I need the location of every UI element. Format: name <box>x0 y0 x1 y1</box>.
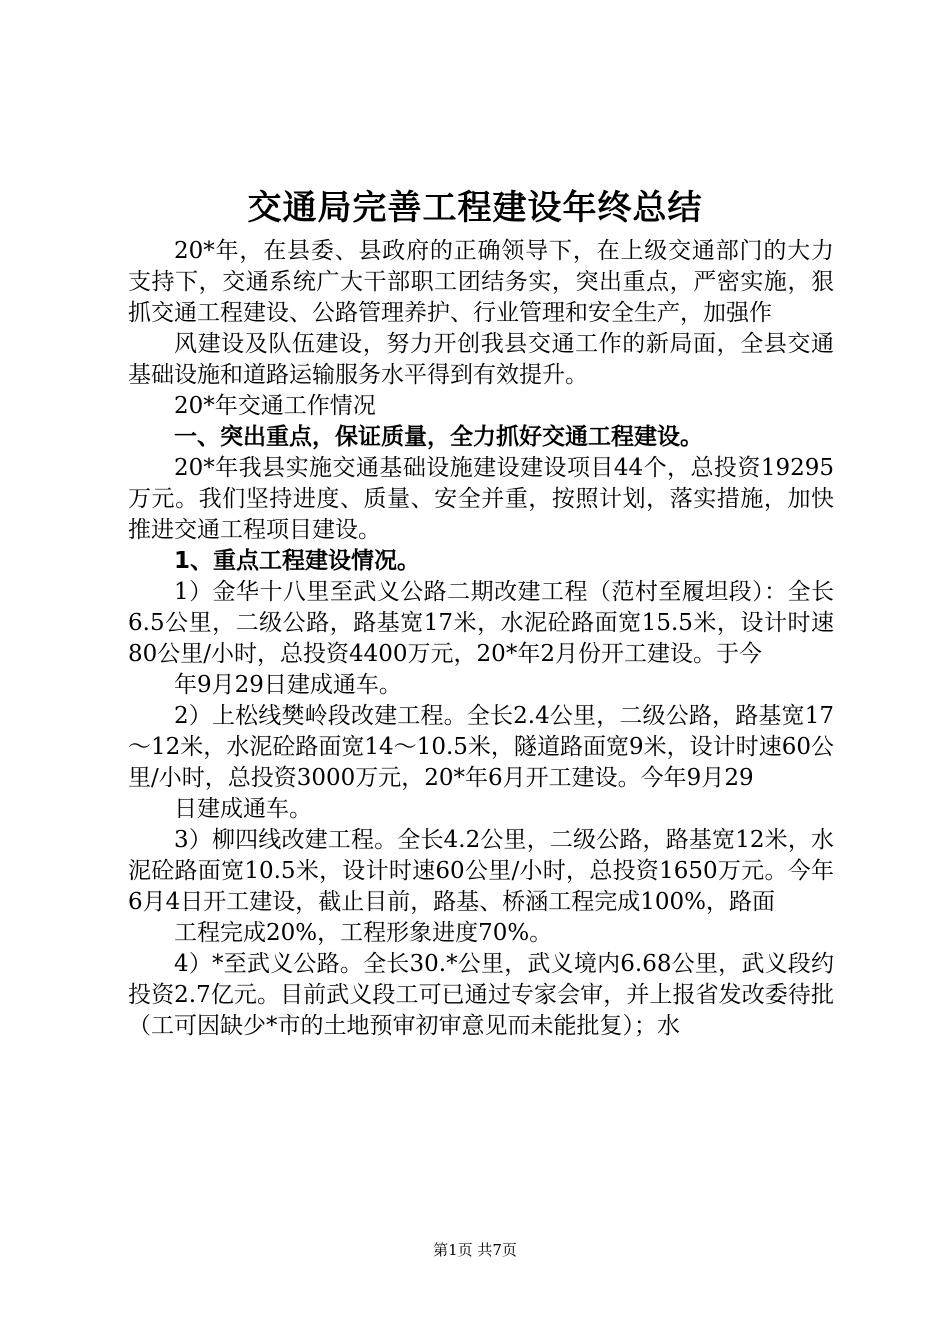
document-title: 交通局完善工程建设年终总结 <box>247 188 703 228</box>
paragraph: 风建设及队伍建设，努力开创我县交通工作的新局面，全县交通基础设施和道路运输服务水平得到有效提升。 <box>128 331 834 388</box>
paragraph: 日建成通车。 <box>174 796 312 822</box>
page-footer: 第1页 共7页 <box>433 1241 517 1259</box>
paragraph: 4）*至武义公路。全长30.*公里，武义境内6.68公里，武义段约投资2.7亿元。目前武义段工可已通过专家会审，并上报省发改委待批（工可因缺少*市的土地预审初审意见而未能批复）；水 <box>128 951 834 1039</box>
subsection-heading: 1、重点工程建设情况。 <box>174 548 421 574</box>
paragraph: 年9月29日建成通车。 <box>174 672 402 698</box>
paragraph: 20*年我县实施交通基础设施建设建设项目44个，总投资19295万元。我们坚持进度、质量、安全并重，按照计划，落实措施，加快推进交通工程项目建设。 <box>128 455 834 543</box>
section-heading: 一、突出重点，保证质量，全力抓好交通工程建设。 <box>174 424 703 450</box>
section-label: 20*年交通工作情况 <box>174 393 376 419</box>
paragraph: 1）金华十八里至武义公路二期改建工程（范村至履坦段）：全长6.5公里，二级公路，路基宽17米，水泥砼路面宽15.5米，设计时速80公里/小时，总投资4400万元，20*年2月份开工建设。于今 <box>128 579 834 667</box>
paragraph: 2）上松线樊岭段改建工程。全长2.4公里，二级公路，路基宽17～12米，水泥砼路面宽14～10.5米，隧道路面宽9米，设计时速60公里/小时，总投资3000万元，20*年6月开工建设。今年9月29 <box>128 703 834 791</box>
paragraph: 20*年，在县委、县政府的正确领导下，在上级交通部门的大力支持下，交通系统广大干部职工团结务实，突出重点，严密实施，狠抓交通工程建设、公路管理养护、行业管理和安全生产，加强作 <box>128 238 834 326</box>
paragraph: 3）柳四线改建工程。全长4.2公里，二级公路，路基宽12米，水泥砼路面宽10.5米，设计时速60公里/小时，总投资1650万元。今年6月4日开工建设，截止目前，路基、桥涵工程完成100%，路面 <box>128 827 834 915</box>
paragraph: 工程完成20%，工程形象进度70%。 <box>174 920 553 946</box>
document-body <box>128 236 834 1042</box>
